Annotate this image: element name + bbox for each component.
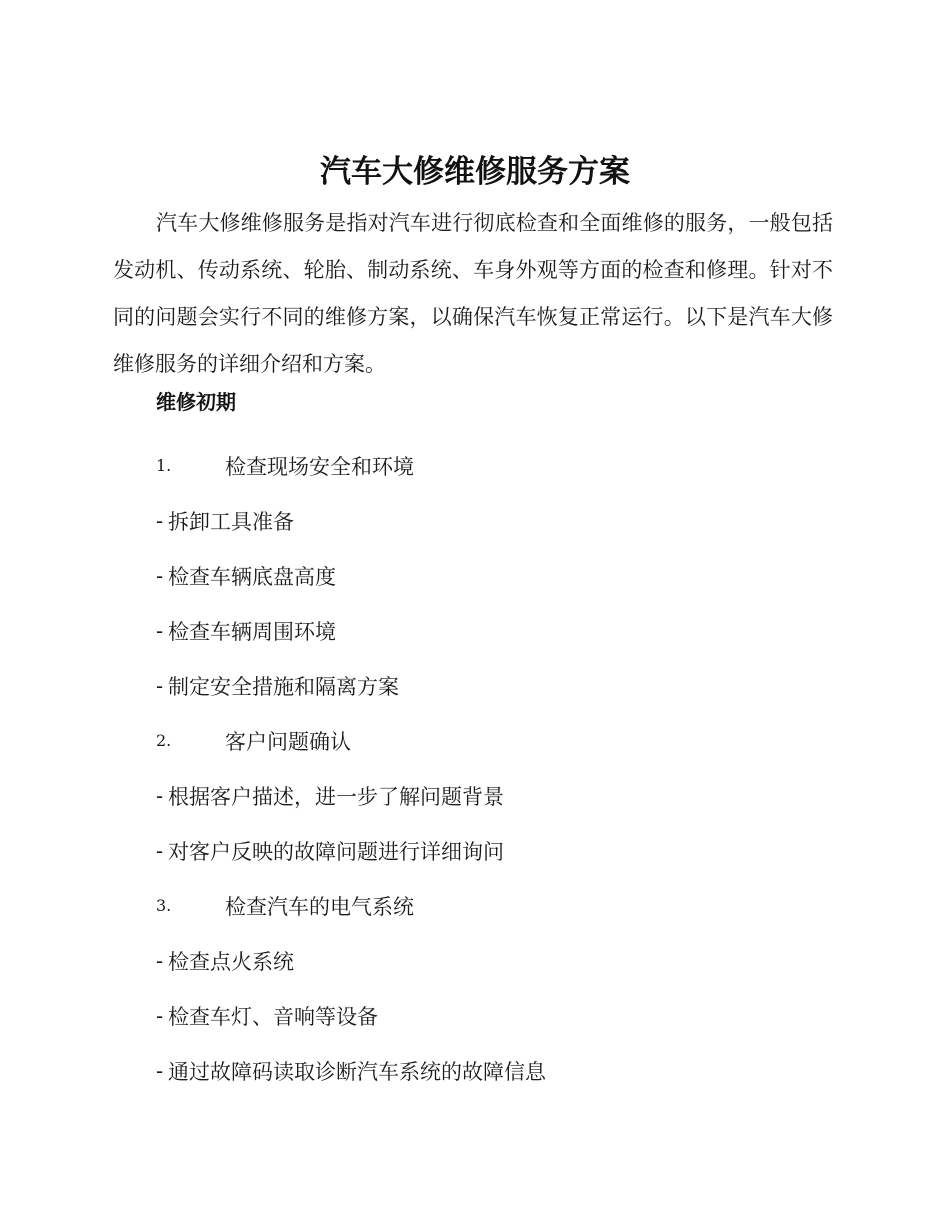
list-item — [156, 768, 836, 823]
dash-marker: - — [156, 618, 164, 643]
dash-marker: - — [156, 948, 164, 973]
list-item — [156, 658, 836, 713]
list-item — [156, 548, 836, 603]
dash-marker: - — [156, 783, 164, 808]
section-heading: 维修初期 — [156, 390, 236, 414]
list-item-text: 检查车灯、音响等设备 — [168, 1004, 378, 1029]
list-item — [156, 988, 836, 1043]
step-title: 检查现场安全和环境 — [225, 454, 414, 479]
list-item — [156, 603, 836, 658]
list-item-text: 拆卸工具准备 — [168, 509, 294, 534]
list-item-text: 通过故障码读取诊断汽车系统的故障信息 — [168, 1059, 546, 1084]
dash-marker: - — [156, 508, 164, 533]
list-item — [156, 933, 836, 988]
step-list — [156, 438, 836, 1098]
dash-marker: - — [156, 838, 164, 863]
dash-marker: - — [156, 563, 164, 588]
list-item — [156, 1043, 836, 1098]
list-item — [156, 493, 836, 548]
list-item-text: 检查车辆底盘高度 — [168, 564, 336, 589]
step-title: 检查汽车的电气系统 — [225, 894, 414, 919]
dash-marker: - — [156, 1003, 164, 1028]
document-title: 汽车大修维修服务方案 — [320, 154, 630, 190]
list-item-text: 检查车辆周围环境 — [168, 619, 336, 644]
step-heading — [156, 713, 836, 768]
step-heading — [156, 878, 836, 933]
dash-marker: - — [156, 1058, 164, 1083]
step-number: 2. — [156, 731, 172, 750]
list-item-text: 根据客户描述，进一步了解问题背景 — [168, 784, 504, 809]
step-title: 客户问题确认 — [225, 729, 351, 754]
step-number: 1. — [156, 456, 172, 475]
list-item-text: 对客户反映的故障问题进行详细询问 — [168, 839, 504, 864]
step-number: 3. — [156, 896, 172, 915]
step-heading — [156, 438, 836, 493]
list-item-text: 制定安全措施和隔离方案 — [168, 674, 399, 699]
intro-paragraph: 汽车大修维修服务是指对汽车进行彻底检查和全面维修的服务，一般包括发动机、传动系统、轮胎、制动系统、车身外观等方面的检查和修理。针对不同的问题会实行不同的维修方案，以确保汽车恢复正常运行。以下是汽车大修维修服务的详细介绍和方案。 — [113, 211, 833, 376]
list-item — [156, 823, 836, 878]
list-item-text: 检查点火系统 — [168, 949, 294, 974]
dash-marker: - — [156, 673, 164, 698]
